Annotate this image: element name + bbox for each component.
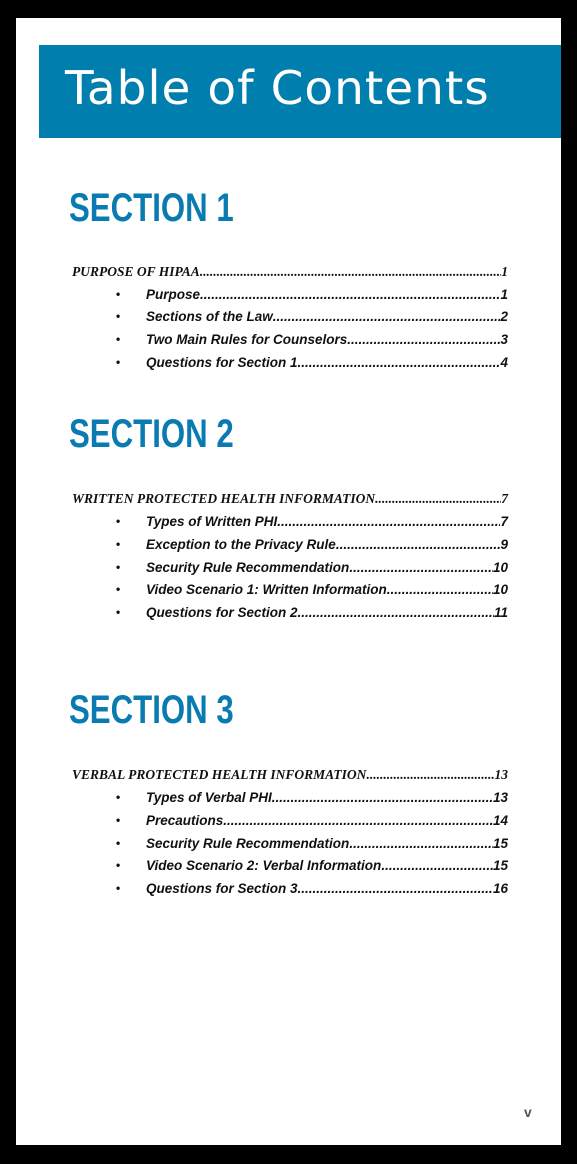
toc-page-number: 13: [494, 767, 508, 782]
toc-subentry-title: Precautions: [146, 813, 224, 828]
dot-leader: [347, 332, 500, 347]
toc-subentry-title: Sections of the Law: [146, 309, 273, 324]
bullet-icon: •: [116, 605, 121, 619]
toc-subentry-title: Security Rule Recommendation: [146, 836, 350, 851]
toc-page-number: 10: [492, 582, 508, 597]
dot-leader: [349, 560, 493, 575]
toc-subentry[interactable]: [118, 582, 508, 600]
bullet-icon: •: [116, 560, 121, 574]
bullet-icon: •: [116, 332, 121, 346]
section-3-heading: SECTION 3: [69, 688, 234, 732]
toc-page-number: 13: [492, 790, 508, 805]
bullet-icon: •: [116, 287, 121, 301]
dot-leader: [336, 537, 501, 552]
toc-page-number: 2: [500, 309, 508, 324]
bullet-icon: •: [116, 836, 121, 850]
toc-subentry[interactable]: [118, 881, 508, 899]
toc-subentry[interactable]: [118, 858, 508, 876]
toc-subentry[interactable]: [118, 836, 508, 854]
toc-page-number: 3: [500, 332, 508, 347]
dot-leader: [200, 264, 501, 280]
dot-leader: [349, 836, 493, 851]
toc-entry-title: WRITTEN PROTECTED HEALTH INFORMATION: [72, 491, 376, 506]
toc-entry-title: VERBAL PROTECTED HEALTH INFORMATION: [72, 767, 367, 782]
document-page: [16, 18, 561, 1145]
toc-subentry-title: Questions for Section 2: [146, 605, 298, 620]
dot-leader: [375, 491, 501, 507]
toc-subentry[interactable]: [118, 355, 508, 373]
dot-leader: [200, 287, 500, 302]
toc-subentry[interactable]: [118, 537, 508, 555]
section-1-heading: SECTION 1: [69, 186, 234, 230]
bullet-icon: •: [116, 582, 121, 596]
toc-subentry[interactable]: [118, 287, 508, 305]
toc-subentry[interactable]: [118, 605, 508, 623]
toc-subentry[interactable]: [118, 332, 508, 350]
toc-page-number: 9: [500, 537, 508, 552]
toc-entry-written-phi[interactable]: [72, 491, 508, 507]
bullet-icon: •: [116, 309, 121, 323]
toc-page-number: 15: [492, 858, 508, 873]
toc-subentry-title: Exception to the Privacy Rule: [146, 537, 336, 552]
dot-leader: [277, 514, 500, 529]
toc-page-number: 16: [492, 881, 508, 896]
toc-subentry-title: Video Scenario 1: Written Information: [146, 582, 387, 597]
toc-subentry-title: Types of Written PHI: [146, 514, 278, 529]
page-title: Table of Contents: [65, 61, 490, 115]
toc-subentry-title: Types of Verbal PHI: [146, 790, 272, 805]
dot-leader: [223, 813, 493, 828]
toc-page-number: 7: [501, 491, 508, 506]
dot-leader: [298, 881, 493, 896]
toc-page-number: 14: [492, 813, 508, 828]
toc-page-number: 15: [492, 836, 508, 851]
toc-page-number: 1: [500, 287, 508, 302]
toc-entry-title: PURPOSE OF HIPAA: [72, 264, 200, 279]
bullet-icon: •: [116, 355, 121, 369]
toc-subentry-title: Questions for Section 1: [146, 355, 298, 370]
toc-subentry[interactable]: [118, 514, 508, 532]
toc-page-number: 7: [500, 514, 508, 529]
dot-leader: [272, 790, 493, 805]
toc-page-number: 4: [500, 355, 508, 370]
title-banner: [39, 45, 561, 138]
toc-entry-verbal-phi[interactable]: [72, 767, 508, 783]
toc-page-number: 10: [492, 560, 508, 575]
toc-page-number: 11: [493, 605, 508, 620]
toc-subentry[interactable]: [118, 790, 508, 808]
toc-subentry-title: Security Rule Recommendation: [146, 560, 350, 575]
dot-leader: [298, 605, 494, 620]
dot-leader: [298, 355, 501, 370]
bullet-icon: •: [116, 813, 121, 827]
dot-leader: [366, 767, 494, 783]
bullet-icon: •: [116, 790, 121, 804]
bullet-icon: •: [116, 537, 121, 551]
toc-subentry-title: Questions for Section 3: [146, 881, 298, 896]
toc-page-number: 1: [501, 264, 508, 279]
toc-subentry[interactable]: [118, 813, 508, 831]
dot-leader: [381, 858, 493, 873]
toc-subentry-title: Video Scenario 2: Verbal Information: [146, 858, 382, 873]
bullet-icon: •: [116, 858, 121, 872]
toc-subentry[interactable]: [118, 560, 508, 578]
page-number: v: [524, 1104, 532, 1120]
toc-entry-purpose-of-hipaa[interactable]: [72, 264, 508, 280]
section-2-heading: SECTION 2: [69, 412, 234, 456]
dot-leader: [273, 309, 501, 324]
bullet-icon: •: [116, 881, 121, 895]
dot-leader: [387, 582, 493, 597]
toc-subentry-title: Two Main Rules for Counselors: [146, 332, 348, 347]
toc-subentry-title: Purpose: [146, 287, 201, 302]
bullet-icon: •: [116, 514, 121, 528]
toc-subentry[interactable]: [118, 309, 508, 327]
